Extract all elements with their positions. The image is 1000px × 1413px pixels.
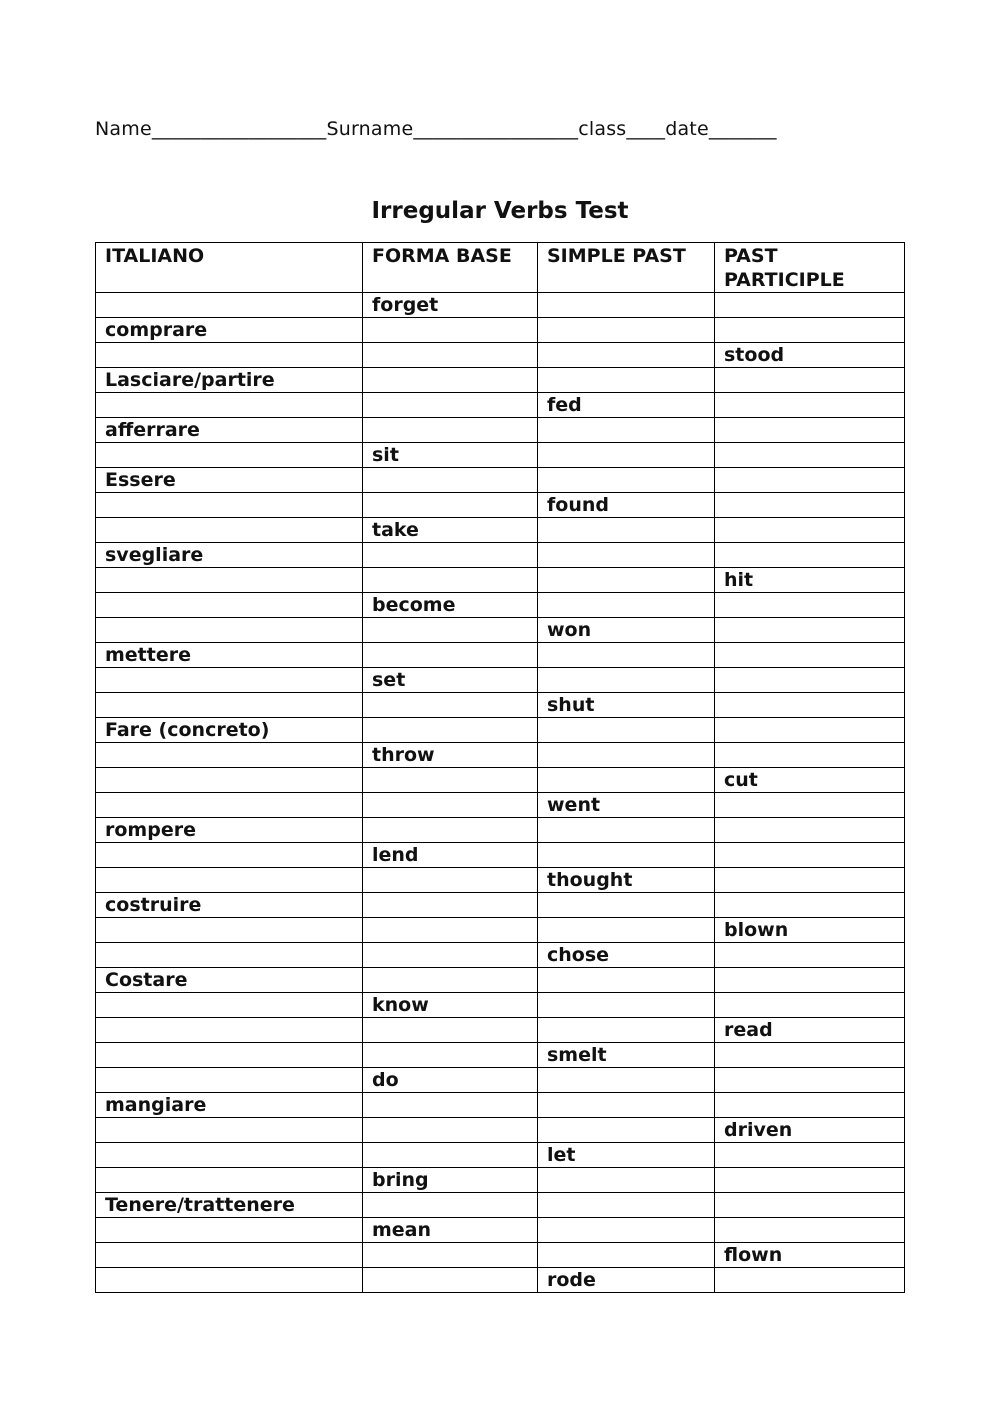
italiano-cell[interactable] — [96, 918, 363, 943]
table-row — [96, 818, 905, 843]
forma-base-cell: throw — [363, 743, 538, 768]
past-participle-cell[interactable] — [715, 843, 905, 868]
italiano-cell: Lasciare/partire — [96, 368, 363, 393]
simple-past-cell: won — [538, 618, 715, 643]
forma-base-cell: know — [363, 993, 538, 1018]
simple-past-cell[interactable] — [538, 1118, 715, 1143]
italiano-cell: Costare — [96, 968, 363, 993]
past-participle-cell[interactable] — [715, 643, 905, 668]
simple-past-cell[interactable] — [538, 1018, 715, 1043]
past-participle-cell: hit — [715, 568, 905, 593]
table-row — [96, 793, 905, 818]
simple-past-cell: smelt — [538, 1043, 715, 1068]
forma-base-cell: forget — [363, 293, 538, 318]
italiano-cell: mettere — [96, 643, 363, 668]
italiano-cell: costruire — [96, 893, 363, 918]
past-participle-cell[interactable] — [715, 468, 905, 493]
forma-base-cell[interactable] — [363, 768, 538, 793]
verbs-table — [95, 242, 905, 1293]
simple-past-cell[interactable] — [538, 1068, 715, 1093]
table-row — [96, 543, 905, 568]
italiano-cell[interactable] — [96, 1068, 363, 1093]
forma-base-cell[interactable] — [363, 818, 538, 843]
italiano-cell[interactable] — [96, 1268, 363, 1293]
italiano-cell: afferrare — [96, 418, 363, 443]
forma-base-cell[interactable] — [363, 718, 538, 743]
past-participle-cell[interactable] — [715, 993, 905, 1018]
past-participle-cell[interactable] — [715, 943, 905, 968]
italiano-cell[interactable] — [96, 868, 363, 893]
italiano-cell[interactable] — [96, 443, 363, 468]
forma-base-cell[interactable] — [363, 318, 538, 343]
forma-base-cell[interactable] — [363, 943, 538, 968]
table-row — [96, 1218, 905, 1243]
table-row — [96, 1068, 905, 1093]
italiano-cell[interactable] — [96, 793, 363, 818]
table-row — [96, 618, 905, 643]
column-header-past-participle: PAST PARTICIPLE — [715, 243, 905, 293]
italiano-cell[interactable] — [96, 568, 363, 593]
forma-base-cell[interactable] — [363, 893, 538, 918]
italiano-cell: mangiare — [96, 1093, 363, 1118]
italiano-cell: rompere — [96, 818, 363, 843]
past-participle-cell[interactable] — [715, 818, 905, 843]
past-participle-cell[interactable] — [715, 393, 905, 418]
past-participle-cell[interactable] — [715, 718, 905, 743]
past-participle-cell: cut — [715, 768, 905, 793]
past-participle-cell: driven — [715, 1118, 905, 1143]
table-row — [96, 843, 905, 868]
table-row — [96, 668, 905, 693]
past-participle-cell[interactable] — [715, 693, 905, 718]
simple-past-cell[interactable] — [538, 568, 715, 593]
italiano-cell: Essere — [96, 468, 363, 493]
date-field[interactable]: date_______ — [665, 118, 777, 140]
simple-past-cell[interactable] — [538, 1218, 715, 1243]
past-participle-cell: blown — [715, 918, 905, 943]
table-row — [96, 293, 905, 318]
forma-base-cell[interactable] — [363, 393, 538, 418]
simple-past-cell[interactable] — [538, 668, 715, 693]
italiano-cell[interactable] — [96, 293, 363, 318]
forma-base-cell[interactable] — [363, 693, 538, 718]
column-header-forma-base: FORMA BASE — [363, 243, 538, 293]
forma-base-cell: lend — [363, 843, 538, 868]
table-row — [96, 1193, 905, 1218]
table-row — [96, 768, 905, 793]
past-participle-cell[interactable] — [715, 593, 905, 618]
simple-past-cell: shut — [538, 693, 715, 718]
forma-base-cell[interactable] — [363, 343, 538, 368]
simple-past-cell: rode — [538, 1268, 715, 1293]
forma-base-cell: do — [363, 1068, 538, 1093]
simple-past-cell[interactable] — [538, 368, 715, 393]
table-row — [96, 493, 905, 518]
simple-past-cell[interactable] — [538, 518, 715, 543]
forma-base-cell: sit — [363, 443, 538, 468]
simple-past-cell: chose — [538, 943, 715, 968]
class-field[interactable]: class____ — [578, 118, 666, 140]
forma-base-cell[interactable] — [363, 493, 538, 518]
simple-past-cell[interactable] — [538, 743, 715, 768]
past-participle-cell[interactable] — [715, 618, 905, 643]
table-row — [96, 943, 905, 968]
table-row — [96, 418, 905, 443]
table-row — [96, 693, 905, 718]
italiano-cell[interactable] — [96, 693, 363, 718]
past-participle-cell: read — [715, 1018, 905, 1043]
table-row — [96, 868, 905, 893]
past-participle-cell[interactable] — [715, 1043, 905, 1068]
simple-past-cell[interactable] — [538, 1193, 715, 1218]
simple-past-cell[interactable] — [538, 543, 715, 568]
simple-past-cell[interactable] — [538, 718, 715, 743]
past-participle-cell[interactable] — [715, 318, 905, 343]
italiano-cell[interactable] — [96, 343, 363, 368]
forma-base-cell[interactable] — [363, 618, 538, 643]
simple-past-cell: went — [538, 793, 715, 818]
past-participle-cell[interactable] — [715, 293, 905, 318]
table-row — [96, 318, 905, 343]
past-participle-cell[interactable] — [715, 743, 905, 768]
simple-past-cell[interactable] — [538, 893, 715, 918]
table-row — [96, 1118, 905, 1143]
simple-past-cell[interactable] — [538, 468, 715, 493]
italiano-cell: comprare — [96, 318, 363, 343]
forma-base-cell[interactable] — [363, 918, 538, 943]
forma-base-cell[interactable] — [363, 543, 538, 568]
table-row — [96, 443, 905, 468]
past-participle-cell[interactable] — [715, 443, 905, 468]
past-participle-cell[interactable] — [715, 1168, 905, 1193]
column-header-simple-past: SIMPLE PAST — [538, 243, 715, 293]
table-row — [96, 968, 905, 993]
italiano-cell[interactable] — [96, 668, 363, 693]
simple-past-cell[interactable] — [538, 593, 715, 618]
table-row — [96, 393, 905, 418]
forma-base-cell: set — [363, 668, 538, 693]
simple-past-cell: let — [538, 1143, 715, 1168]
forma-base-cell[interactable] — [363, 793, 538, 818]
italiano-cell[interactable] — [96, 1018, 363, 1043]
forma-base-cell[interactable] — [363, 968, 538, 993]
past-participle-cell[interactable] — [715, 1218, 905, 1243]
italiano-cell: Tenere/trattenere — [96, 1193, 363, 1218]
table-row — [96, 1268, 905, 1293]
past-participle-cell: stood — [715, 343, 905, 368]
past-participle-cell[interactable] — [715, 493, 905, 518]
forma-base-cell[interactable] — [363, 643, 538, 668]
forma-base-cell: take — [363, 518, 538, 543]
simple-past-cell[interactable] — [538, 1243, 715, 1268]
table-row — [96, 1093, 905, 1118]
table-row — [96, 1143, 905, 1168]
simple-past-cell[interactable] — [538, 443, 715, 468]
italiano-cell[interactable] — [96, 1143, 363, 1168]
table-header-row — [96, 243, 905, 293]
simple-past-cell[interactable] — [538, 918, 715, 943]
past-participle-cell[interactable] — [715, 1068, 905, 1093]
italiano-cell[interactable] — [96, 593, 363, 618]
table-row — [96, 568, 905, 593]
table-row — [96, 368, 905, 393]
forma-base-cell[interactable] — [363, 1118, 538, 1143]
simple-past-cell[interactable] — [538, 418, 715, 443]
forma-base-cell: bring — [363, 1168, 538, 1193]
past-participle-cell[interactable] — [715, 1093, 905, 1118]
name-field[interactable]: Name__________________ — [95, 118, 327, 140]
past-participle-cell[interactable] — [715, 1193, 905, 1218]
forma-base-cell[interactable] — [363, 1043, 538, 1068]
forma-base-cell[interactable] — [363, 1018, 538, 1043]
past-participle-cell[interactable] — [715, 868, 905, 893]
forma-base-cell: mean — [363, 1218, 538, 1243]
table-row — [96, 468, 905, 493]
forma-base-cell[interactable] — [363, 1193, 538, 1218]
simple-past-cell[interactable] — [538, 968, 715, 993]
simple-past-cell[interactable] — [538, 343, 715, 368]
past-participle-cell[interactable] — [715, 968, 905, 993]
simple-past-cell[interactable] — [538, 293, 715, 318]
simple-past-cell[interactable] — [538, 318, 715, 343]
simple-past-cell[interactable] — [538, 993, 715, 1018]
simple-past-cell[interactable] — [538, 1093, 715, 1118]
forma-base-cell[interactable] — [363, 1143, 538, 1168]
past-participle-cell: flown — [715, 1243, 905, 1268]
forma-base-cell[interactable] — [363, 468, 538, 493]
past-participle-cell[interactable] — [715, 368, 905, 393]
table-row — [96, 643, 905, 668]
table-row — [96, 743, 905, 768]
italiano-cell[interactable] — [96, 768, 363, 793]
simple-past-cell[interactable] — [538, 768, 715, 793]
forma-base-cell[interactable] — [363, 1243, 538, 1268]
simple-past-cell[interactable] — [538, 643, 715, 668]
forma-base-cell[interactable] — [363, 1093, 538, 1118]
surname-field[interactable]: Surname_________________ — [326, 118, 579, 140]
forma-base-cell[interactable] — [363, 1268, 538, 1293]
table-row — [96, 1043, 905, 1068]
simple-past-cell[interactable] — [538, 1168, 715, 1193]
italiano-cell[interactable] — [96, 1243, 363, 1268]
table-row — [96, 593, 905, 618]
past-participle-cell[interactable] — [715, 518, 905, 543]
simple-past-cell[interactable] — [538, 843, 715, 868]
student-info-line — [95, 118, 777, 140]
table-row — [96, 993, 905, 1018]
italiano-cell[interactable] — [96, 843, 363, 868]
past-participle-cell[interactable] — [715, 1268, 905, 1293]
italiano-cell[interactable] — [96, 1118, 363, 1143]
italiano-cell[interactable] — [96, 943, 363, 968]
simple-past-cell[interactable] — [538, 818, 715, 843]
italiano-cell[interactable] — [96, 493, 363, 518]
past-participle-cell[interactable] — [715, 418, 905, 443]
forma-base-cell[interactable] — [363, 368, 538, 393]
table-row — [96, 918, 905, 943]
page-title: Irregular Verbs Test — [371, 198, 629, 224]
table-row — [96, 1018, 905, 1043]
table-row — [96, 718, 905, 743]
italiano-cell[interactable] — [96, 618, 363, 643]
table-row — [96, 893, 905, 918]
simple-past-cell: thought — [538, 868, 715, 893]
italiano-cell: Fare (concreto) — [96, 718, 363, 743]
past-participle-cell[interactable] — [715, 893, 905, 918]
forma-base-cell: become — [363, 593, 538, 618]
forma-base-cell[interactable] — [363, 568, 538, 593]
italiano-cell[interactable] — [96, 518, 363, 543]
forma-base-cell[interactable] — [363, 868, 538, 893]
italiano-cell[interactable] — [96, 1218, 363, 1243]
italiano-cell[interactable] — [96, 743, 363, 768]
table-row — [96, 343, 905, 368]
table-row — [96, 1168, 905, 1193]
italiano-cell[interactable] — [96, 1168, 363, 1193]
italiano-cell[interactable] — [96, 393, 363, 418]
column-header-italiano: ITALIANO — [96, 243, 363, 293]
past-participle-cell[interactable] — [715, 668, 905, 693]
table-row — [96, 518, 905, 543]
italiano-cell[interactable] — [96, 1043, 363, 1068]
simple-past-cell: found — [538, 493, 715, 518]
italiano-cell[interactable] — [96, 993, 363, 1018]
past-participle-cell[interactable] — [715, 793, 905, 818]
simple-past-cell: fed — [538, 393, 715, 418]
past-participle-cell[interactable] — [715, 1143, 905, 1168]
forma-base-cell[interactable] — [363, 418, 538, 443]
past-participle-cell[interactable] — [715, 543, 905, 568]
italiano-cell: svegliare — [96, 543, 363, 568]
table-row — [96, 1243, 905, 1268]
